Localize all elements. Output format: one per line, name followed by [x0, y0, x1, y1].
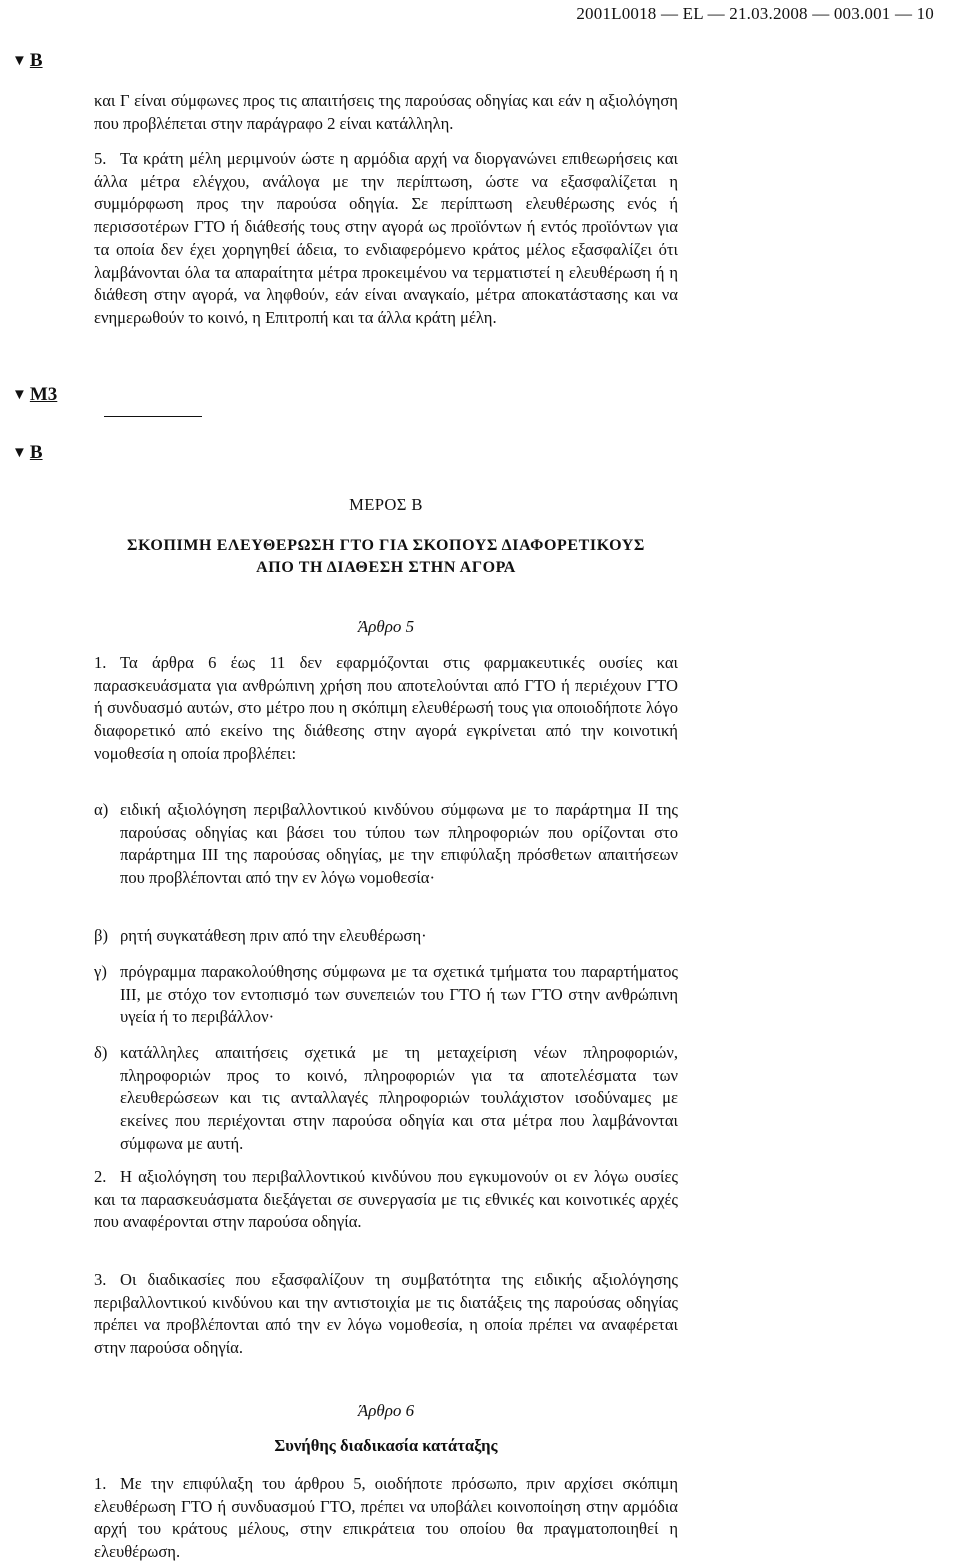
paragraph-number: 1.	[94, 653, 107, 672]
paragraph-number: 2.	[94, 1167, 107, 1186]
amendment-marker-b[interactable]	[12, 442, 43, 464]
paragraph-number: 5.	[94, 149, 107, 168]
part-title	[94, 535, 678, 579]
article-5-heading: Άρθρο 5	[357, 617, 415, 636]
list-item-label: α)	[94, 800, 109, 819]
article-6-paragraph-1	[94, 1473, 678, 1564]
amendment-marker-m3[interactable]	[12, 384, 57, 406]
list-item-text: πρόγραμμα παρακολούθησης σύμφωνα με τα σχετικά τμήματα του παραρτήματος III, με στόχο τον εντοπισμό των συνεπειών του ΓΤΟ ή των ΓΤΟ στην ανθρώπινη υγεία ή το περιβάλλον·	[120, 962, 678, 1027]
list-item	[94, 925, 678, 948]
triangle-down-icon: ▼	[12, 53, 27, 69]
list-item-label: δ)	[94, 1043, 108, 1062]
list-item	[94, 1042, 678, 1156]
marker-label: M3	[29, 384, 58, 405]
article-6-subtitle: Συνήθης διαδικασία κατάταξης	[274, 1436, 498, 1455]
list-item-text: κατάλληλες απαιτήσεις σχετικά με τη μεταχείριση νέων πληροφοριών, πληροφοριών προς το κοινό, πληροφοριών για τα αποτελέσματα των ελευθερώσεων και τις ανταλλαγές πληροφοριών τουλάχιστον ισοδύναμες με εκείνες που περιέχονται στην παρούσα οδηγία και στα μέτρα που λαμβάνονται σύμφωνα με αυτή.	[120, 1043, 678, 1153]
deleted-text-rule	[104, 416, 202, 417]
list-item-text: ειδική αξιολόγηση περιβαλλοντικού κινδύνου σύμφωνα με το παράρτημα II της παρούσας οδηγίας και βάσει του τύπου των πληροφοριών που ορίζονται στο παράρτημα III της παρούσας οδηγίας, με την επιφύλαξη πρόσθετων απαιτήσεων που προβλέπονται από την εν λόγω νομοθεσία·	[120, 800, 678, 888]
intro-paragraph	[94, 90, 678, 135]
paragraph-text: Η αξιολόγηση του περιβαλλοντικού κινδύνου που εγκυμονούν οι εν λόγω ουσίες και τα παρασκευάσματα διεξάγεται σε συνεργασία με τις εθνικές και κοινοτικές αρχές που αναφέρονται στην παρούσα οδηγία.	[94, 1167, 678, 1232]
list-item	[94, 799, 678, 890]
paragraph-text: Τα άρθρα 6 έως 11 δεν εφαρμόζονται στις φαρμακευτικές ουσίες και παρασκευάσματα για ανθρώπινη χρήση που αποτελούνται από ΓΤΟ ή περιέχουν ΓΤΟ ή συνδυασμό αυτών, στο μέτρο που η σκόπιμη ελευθέρωσή τους για οποιοδήποτε λόγο διαφορετικό από εκείνο της διάθεσης στην αγορά εγκρίνεται από την κοινοτική νομοθεσία η οποία προβλέπει:	[94, 653, 678, 763]
part-label: ΜΕΡΟΣ Β	[349, 495, 423, 514]
list-item-label: γ)	[94, 962, 107, 981]
part-title-line: ΑΠΟ ΤΗ ΔΙΑΘΕΣΗ ΣΤΗΝ ΑΓΟΡΑ	[256, 559, 516, 576]
paragraph-text: Με την επιφύλαξη του άρθρου 5, οιοδήποτε πρόσωπο, πριν αρχίσει σκόπιμη ελευθέρωση ΓΤΟ ή συνδυασμού ΓΤΟ, πρέπει να υποβάλει κοινοποίηση στην αρμόδια αρχή του κράτους μέλους, στην επικράτεια του οποίου θα πραγματοποιηθεί η ελευθέρωση.	[94, 1474, 678, 1562]
article-5-paragraph-3	[94, 1269, 678, 1360]
marker-label: B	[29, 442, 43, 463]
paragraph-text: και Γ είναι σύμφωνες προς τις απαιτήσεις της παρούσας οδηγίας και εάν η αξιολόγηση που προβλέπεται στην παράγραφο 2 είναι κατάλληλη.	[94, 91, 678, 133]
article-5-paragraph-2	[94, 1166, 678, 1234]
triangle-down-icon: ▼	[12, 387, 27, 403]
document-reference-header: 2001L0018 — EL — 21.03.2008 — 003.001 — 10	[576, 4, 934, 23]
marker-label: B	[29, 50, 43, 71]
paragraph-text: Τα κράτη μέλη μεριμνούν ώστε η αρμόδια αρχή να διοργανώνει επιθεωρήσεις και άλλα μέτρα ελέγχου, ανάλογα με την περίπτωση, ώστε να εξασφαλίζεται η συμμόρφωση προς την παρούσα οδηγία. Σε περίπτωση ελευθέρωσης ενός ή περισσοτέρων ΓΤΟ ή διάθεσής τους στην αγορά ως προϊόντων ή εντός προϊόντων για τα οποία δεν έχει χορηγηθεί άδεια, το ενδιαφερόμενο κράτος μέλος εξασφαλίζει ότι λαμβάνονται όλα τα απαραίτητα μέτρα προκειμένου να τερματιστεί η ελευθέρωση ή η διάθεση στην αγορά, να ληφθούν, εάν είναι αναγκαίο, μέτρα αποκατάστασης και να ενημερωθούν το κοινό, η Επιτροπή και τα άλλα κράτη μέλη.	[94, 149, 678, 327]
triangle-down-icon: ▼	[12, 445, 27, 461]
part-title-line: ΣΚΟΠΙΜΗ ΕΛΕΥΘΕΡΩΣΗ ΓΤΟ ΓΙΑ ΣΚΟΠΟΥΣ ΔΙΑΦΟΡΕΤΙΚΟΥΣ	[127, 537, 645, 554]
paragraph-number: 1.	[94, 1474, 107, 1493]
list-item	[94, 961, 678, 1029]
article-6-heading: Άρθρο 6	[357, 1401, 415, 1420]
list-item-text: ρητή συγκατάθεση πριν από την ελευθέρωση·	[120, 926, 427, 945]
paragraph-number: 3.	[94, 1270, 107, 1289]
article-5-paragraph-1	[94, 652, 678, 766]
list-item-label: β)	[94, 926, 108, 945]
amendment-marker-b[interactable]	[12, 50, 43, 72]
paragraph-5	[94, 148, 678, 330]
paragraph-text: Οι διαδικασίες που εξασφαλίζουν τη συμβατότητα της ειδικής αξιολόγησης περιβαλλοντικού κινδύνου και την αντιστοιχία με τις διατάξεις της παρούσας οδηγίας πρέπει να προβλέπονται από την εν λόγω νομοθεσία, η οποία πρέπει να αναφέρεται στην παρούσα οδηγία.	[94, 1270, 678, 1358]
